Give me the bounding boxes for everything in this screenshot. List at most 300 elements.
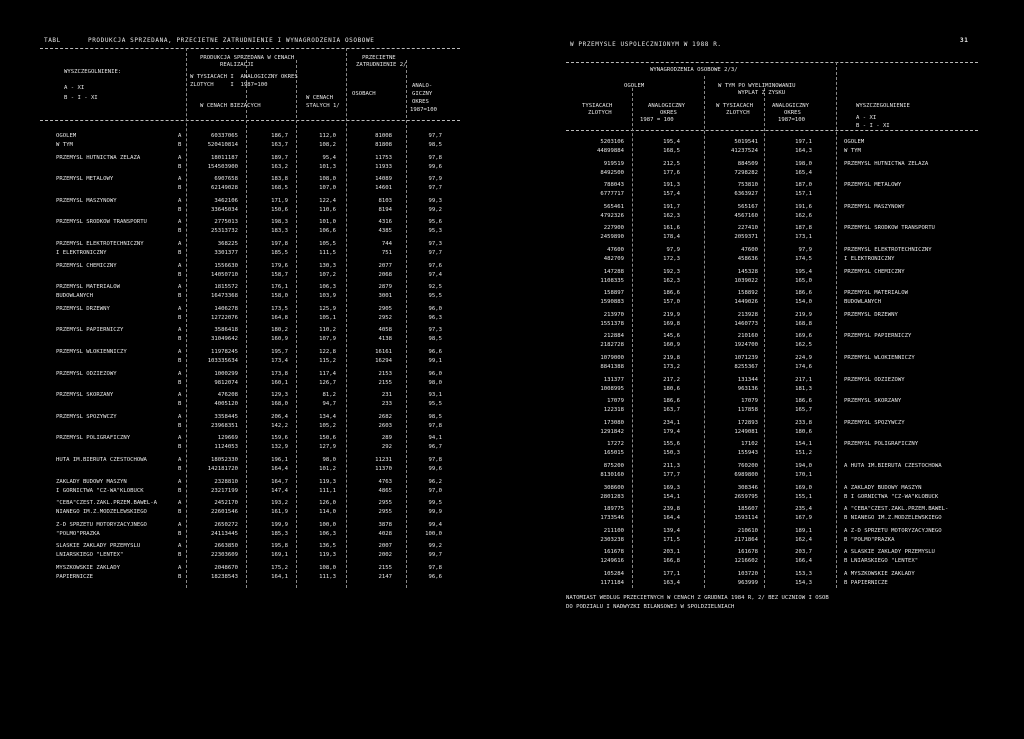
row-key: B — [178, 574, 182, 580]
data-cell: 1216602 — [734, 558, 758, 565]
row-label: I ELEKTRONICZNY — [844, 256, 895, 262]
data-cell: 203,7 — [795, 549, 812, 556]
row-label: PRZEMYSL MATERIALOW — [56, 284, 120, 291]
data-cell: 17272 — [607, 441, 624, 448]
data-cell: 185,3 — [271, 530, 288, 537]
data-cell: 169,6 — [795, 333, 812, 340]
row-label: A SLASKIE ZAKLADY PRZEMYSLU — [844, 549, 935, 556]
row-label: I ELEKTRONICZNY — [56, 250, 107, 256]
data-cell: 168,0 — [271, 401, 288, 408]
data-cell: 168,8 — [795, 320, 812, 327]
data-cell: 172,3 — [663, 256, 680, 262]
row-label: PRZEMYSL PAPIERNICZY — [56, 327, 124, 334]
right-col-divider — [764, 88, 765, 588]
data-cell: 169,8 — [663, 320, 680, 327]
data-cell: 180,2 — [271, 327, 288, 334]
row-label: B PAPIERNICZE — [844, 580, 888, 586]
column-heading: ANALO- — [412, 83, 433, 89]
data-cell: 2459890 — [600, 234, 624, 241]
data-cell: 476208 — [217, 392, 238, 399]
row-label: SLASKIE ZAKLADY PRZEMYSLU — [56, 543, 141, 550]
data-cell: 97,8 — [428, 422, 442, 429]
left-page-title: PRODUKCJA SPRZEDANA, PRZECIETNE ZATRUDNIENIE I WYNAGRODZENIA OSOBOWE — [88, 37, 375, 44]
data-cell: 12722076 — [211, 314, 238, 321]
data-cell: 155943 — [737, 450, 758, 457]
row-label: A Z-D SPRZETU MOTORYZACYJNEGO — [844, 527, 942, 534]
data-cell: 157,1 — [795, 191, 812, 198]
right-header-bottom-rule — [566, 130, 978, 131]
data-cell: 97,3 — [428, 327, 442, 334]
data-cell: 134,4 — [319, 413, 336, 420]
row-label: A HUTA IM.BIERUTA CZESTOCHOWA — [844, 463, 942, 469]
row-label: PRZEMYSL ELEKTROTECHNICZNY — [844, 247, 932, 253]
row-label: B LNIARSKIEGO "LENTEX" — [844, 558, 919, 565]
data-cell: 103720 — [737, 571, 758, 577]
data-cell: 233 — [381, 401, 392, 408]
data-cell: 98,5 — [428, 142, 442, 148]
data-cell: 2955 — [378, 509, 392, 516]
data-cell: 108,0 — [319, 565, 336, 571]
data-cell: 187,8 — [795, 225, 812, 232]
data-cell: 18238543 — [211, 574, 238, 580]
row-key: B — [178, 509, 182, 516]
column-group-heading: WYNAGRODZENIA OSOBOWE 2/3/ — [650, 67, 738, 73]
data-cell: 162,6 — [795, 212, 812, 219]
data-cell: 145,6 — [663, 333, 680, 340]
data-cell: 8841388 — [600, 364, 624, 370]
data-cell: 163,2 — [271, 163, 288, 170]
data-cell: 3358445 — [214, 413, 238, 420]
column-heading: ANALOGICZNY — [772, 103, 810, 109]
row-label: PRZEMYSL MATERIALOW — [844, 290, 908, 297]
data-cell: 112,0 — [319, 133, 336, 139]
row-key: A — [178, 176, 182, 183]
data-cell: 142,2 — [271, 422, 288, 429]
data-cell: 186,7 — [271, 133, 288, 139]
row-key: B — [178, 314, 182, 321]
data-cell: 95,5 — [428, 401, 442, 408]
data-cell: 203,1 — [663, 549, 680, 556]
data-cell: 2077 — [378, 262, 392, 269]
data-cell: 23217199 — [211, 487, 238, 494]
row-key: A — [178, 219, 182, 226]
data-cell: 167,9 — [795, 515, 812, 522]
left-col-divider — [296, 60, 297, 588]
data-cell: 2068 — [378, 271, 392, 278]
data-cell: 99,9 — [428, 509, 442, 516]
data-cell: 117858 — [737, 407, 758, 414]
data-cell: 97,7 — [428, 250, 442, 256]
data-cell: 753810 — [737, 182, 758, 189]
data-cell: 212,5 — [663, 160, 680, 167]
data-cell: 179,4 — [663, 428, 680, 435]
footnote: NATOMIAST WEDLUG PRZECIETNYCH W CENACH Z GRUDNIA 1984 R, 2/ BEZ UCZNIOW I OSOB — [566, 595, 829, 601]
data-cell: 100,0 — [425, 530, 442, 537]
data-cell: 129669 — [217, 435, 238, 442]
data-cell: 180,6 — [663, 385, 680, 392]
data-cell: 213970 — [603, 311, 624, 318]
data-cell: 126,7 — [319, 379, 336, 386]
data-cell: 2955 — [378, 500, 392, 507]
data-cell: 191,6 — [795, 203, 812, 210]
data-cell: 97,3 — [428, 241, 442, 247]
left-col-divider — [246, 60, 247, 588]
stub-key: B - I - XI — [64, 95, 98, 101]
data-cell: 170,1 — [795, 472, 812, 478]
data-cell: 211,3 — [663, 463, 680, 469]
data-cell: 173080 — [603, 419, 624, 426]
data-cell: 751 — [381, 250, 392, 256]
data-cell: 1108335 — [600, 277, 624, 284]
data-cell: 8103 — [378, 197, 392, 204]
data-cell: 217,2 — [663, 376, 680, 383]
data-cell: 2801283 — [600, 493, 624, 500]
data-cell: 99,1 — [428, 358, 442, 364]
right-top-rule — [566, 62, 978, 63]
row-label: B NIANEGO IM.Z.MODZELEWSKIEGO — [844, 515, 942, 522]
data-cell: 189775 — [603, 506, 624, 513]
data-cell: 122318 — [603, 407, 624, 414]
data-cell: 161,9 — [271, 509, 288, 516]
row-label: PRZEMYSL PAPIERNICZY — [844, 333, 912, 340]
data-cell: 150,3 — [663, 450, 680, 457]
data-cell: 62149028 — [211, 185, 238, 192]
data-cell: 292 — [381, 444, 392, 451]
data-cell: 154,1 — [663, 493, 680, 500]
row-key: A — [178, 565, 182, 571]
data-cell: 2059371 — [734, 234, 758, 241]
data-cell: 119,3 — [319, 478, 336, 485]
data-cell: 2147 — [378, 574, 392, 580]
row-key: A — [178, 500, 182, 507]
data-cell: 107,0 — [319, 185, 336, 192]
data-cell: 160,9 — [271, 336, 288, 343]
data-cell: 18052330 — [211, 457, 238, 463]
data-cell: 33645034 — [211, 206, 238, 213]
column-heading: ZLOTYCH — [588, 110, 612, 116]
data-cell: 117,4 — [319, 370, 336, 377]
data-cell: 94,1 — [428, 435, 442, 442]
left-top-rule — [40, 48, 460, 49]
data-cell: 9812074 — [214, 379, 238, 386]
data-cell: 17102 — [741, 441, 758, 448]
data-cell: 2682 — [378, 413, 392, 420]
data-cell: 95,4 — [322, 154, 336, 161]
data-cell: 1249081 — [734, 428, 758, 435]
data-cell: 98,5 — [428, 336, 442, 343]
data-cell: 17079 — [741, 398, 758, 405]
row-label: PRZEMYSL POLIGRAFICZNY — [844, 441, 919, 448]
column-heading: ANALOGICZNY — [648, 103, 686, 109]
data-cell: 16161 — [375, 349, 392, 355]
data-cell: 1079000 — [600, 355, 624, 361]
column-heading: ZLOTYCH — [726, 110, 750, 116]
row-label: PRZEMYSL SPOZYWCZY — [844, 419, 905, 426]
data-cell: 132,9 — [271, 444, 288, 451]
data-cell: 963999 — [737, 580, 758, 586]
data-cell: 1449026 — [734, 299, 758, 306]
data-cell: 1593114 — [734, 515, 758, 522]
row-label: PRZEMYSL CHEMICZNY — [844, 268, 905, 275]
row-label: PRZEMYSL HUTNICTWA ZELAZA — [56, 154, 141, 161]
data-cell: 93,1 — [428, 392, 442, 399]
row-key: B — [178, 444, 182, 451]
data-cell: 14089 — [375, 176, 392, 183]
data-cell: 1291842 — [600, 428, 624, 435]
data-cell: 147288 — [603, 268, 624, 275]
data-cell: 22601546 — [211, 509, 238, 516]
data-cell: 3878 — [378, 521, 392, 528]
data-cell: 191,7 — [663, 203, 680, 210]
data-cell: 2659795 — [734, 493, 758, 500]
row-key: B — [178, 487, 182, 494]
data-cell: 195,7 — [271, 349, 288, 355]
data-cell: 107,2 — [319, 271, 336, 278]
data-cell: 884509 — [737, 160, 758, 167]
column-heading: ZLOTYCH I 1987=100 — [190, 82, 268, 88]
data-cell: 98,0 — [322, 457, 336, 463]
data-cell: 101,0 — [319, 219, 336, 226]
data-cell: 142181720 — [207, 466, 238, 472]
data-cell: 110,2 — [319, 327, 336, 334]
data-cell: 126,0 — [319, 500, 336, 507]
data-cell: 44899884 — [597, 148, 624, 154]
data-cell: 1124053 — [214, 444, 238, 451]
data-cell: 101,3 — [319, 163, 336, 170]
row-key: B — [178, 271, 182, 278]
data-cell: 6363927 — [734, 191, 758, 198]
data-cell: 520410814 — [207, 142, 238, 148]
data-cell: 125,9 — [319, 305, 336, 312]
row-key: B — [178, 466, 182, 472]
data-cell: 154,1 — [795, 441, 812, 448]
row-key: A — [178, 370, 182, 377]
data-cell: 368225 — [217, 241, 238, 247]
data-cell: 177,1 — [663, 571, 680, 577]
row-key: A — [178, 543, 182, 550]
data-cell: 210610 — [737, 527, 758, 534]
column-heading: GICZNY — [412, 91, 433, 97]
data-cell: 24113445 — [211, 530, 238, 537]
data-cell: 189,7 — [271, 154, 288, 161]
data-cell: 1071239 — [734, 355, 758, 361]
row-label: "CEBA"CZEST.ZAKL.PRZEM.BAWEL-A — [56, 500, 158, 507]
right-col-divider — [632, 88, 633, 588]
data-cell: 105,1 — [319, 314, 336, 321]
data-cell: 875200 — [603, 463, 624, 469]
row-label: PRZEMYSL WLOKIENNICZY — [844, 355, 915, 361]
data-cell: 2007 — [378, 543, 392, 550]
data-cell: 172893 — [737, 419, 758, 426]
data-cell: 1249616 — [600, 558, 624, 565]
data-cell: 97,8 — [428, 154, 442, 161]
data-cell: 111,3 — [319, 574, 336, 580]
row-key: A — [178, 241, 182, 247]
data-cell: 162,3 — [663, 212, 680, 219]
row-label: NIANEGO IM.Z.MODZELEWSKIEGO — [56, 509, 147, 516]
data-cell: 99,6 — [428, 466, 442, 472]
data-cell: 95,3 — [428, 228, 442, 235]
data-cell: 173,8 — [271, 370, 288, 377]
data-cell: 2775013 — [214, 219, 238, 226]
row-key: B — [178, 379, 182, 386]
data-cell: 233,8 — [795, 419, 812, 426]
data-cell: 99,4 — [428, 521, 442, 528]
column-heading: STALYCH 1/ — [306, 103, 340, 109]
data-cell: 4567160 — [734, 212, 758, 219]
row-key: A — [178, 435, 182, 442]
data-cell: 94,7 — [322, 401, 336, 408]
data-cell: 25313732 — [211, 228, 238, 235]
left-header-bottom-rule — [40, 120, 460, 121]
data-cell: 168,5 — [271, 185, 288, 192]
row-key: B — [178, 358, 182, 364]
row-label: A ZAKLADY BUDOWY MASZYN — [844, 484, 922, 491]
data-cell: 166,8 — [663, 558, 680, 565]
data-cell: 194,0 — [795, 463, 812, 469]
data-cell: 2452170 — [214, 500, 238, 507]
data-cell: 219,9 — [795, 311, 812, 318]
data-cell: 165015 — [603, 450, 624, 457]
data-cell: 97,8 — [428, 565, 442, 571]
data-cell: 4058 — [378, 327, 392, 334]
data-cell: 219,8 — [663, 355, 680, 361]
data-cell: 11753 — [375, 154, 392, 161]
row-label: PRZEMYSL ODZIEZOWY — [56, 370, 117, 377]
data-cell: 180,6 — [795, 428, 812, 435]
data-cell: 164,7 — [271, 478, 288, 485]
data-cell: 108,0 — [319, 176, 336, 183]
data-cell: 173,5 — [271, 305, 288, 312]
data-cell: 8492500 — [600, 169, 624, 176]
data-cell: 99,2 — [428, 206, 442, 213]
data-cell: 155,6 — [663, 441, 680, 448]
column-group-heading: REALIZACJI — [220, 62, 254, 68]
data-cell: 197,1 — [795, 139, 812, 145]
data-cell: 4792326 — [600, 212, 624, 219]
data-cell: 110,6 — [319, 206, 336, 213]
data-cell: 173,2 — [663, 364, 680, 370]
data-cell: 1924700 — [734, 342, 758, 349]
data-cell: 99,2 — [428, 543, 442, 550]
data-cell: 919519 — [603, 160, 624, 167]
data-cell: 4865 — [378, 487, 392, 494]
data-cell: 565167 — [737, 203, 758, 210]
data-cell: 164,3 — [795, 148, 812, 154]
data-cell: 175,2 — [271, 565, 288, 571]
data-cell: 95,6 — [428, 219, 442, 226]
data-cell: 193,2 — [271, 500, 288, 507]
data-cell: 308346 — [737, 484, 758, 491]
row-label: I GORNICTWA "CZ-WA"KLOBUCK — [56, 487, 144, 494]
row-label: PRZEMYSL POLIGRAFICZNY — [56, 435, 131, 442]
data-cell: 97,9 — [798, 247, 812, 253]
data-cell: 158,7 — [271, 271, 288, 278]
data-cell: 2155 — [378, 379, 392, 386]
data-cell: 145328 — [737, 268, 758, 275]
data-cell: 151,2 — [795, 450, 812, 457]
column-heading: W CENACH BIEZACYCH — [200, 103, 261, 109]
row-label: BUDOWLANYCH — [844, 299, 882, 306]
data-cell: 2155 — [378, 565, 392, 571]
data-cell: 96,2 — [428, 478, 442, 485]
data-cell: 98,0 — [428, 379, 442, 386]
data-cell: 6777717 — [600, 191, 624, 198]
right-col-divider — [836, 62, 837, 588]
stub-heading: WYSZCZEGOLNIENIE: — [64, 69, 122, 75]
data-cell: 195,4 — [663, 139, 680, 145]
column-heading: W TYSIACACH I ANALOGICZNY OKRES — [190, 74, 298, 80]
data-cell: 96,0 — [428, 370, 442, 377]
row-label: PRZEMYSL ELEKTROTECHNICZNY — [56, 241, 144, 247]
data-cell: 195,8 — [271, 543, 288, 550]
data-cell: 744 — [381, 241, 392, 247]
data-cell: 179,6 — [271, 262, 288, 269]
data-cell: 81,2 — [322, 392, 336, 399]
data-cell: 173,1 — [795, 234, 812, 241]
data-cell: 8255367 — [734, 364, 758, 370]
data-cell: 3462106 — [214, 197, 238, 204]
column-heading: TYSIACACH — [582, 103, 613, 109]
data-cell: 99,5 — [428, 500, 442, 507]
data-cell: 157,0 — [663, 299, 680, 306]
data-cell: 1815572 — [214, 284, 238, 291]
data-cell: 92,5 — [428, 284, 442, 291]
data-cell: 169,1 — [271, 552, 288, 559]
row-label: PAPIERNICZE — [56, 574, 94, 580]
row-label: B I GORNICTWA "CZ-WA"KLOBUCK — [844, 493, 939, 500]
data-cell: 97,0 — [428, 487, 442, 494]
data-cell: 1551378 — [600, 320, 624, 327]
data-cell: 147,4 — [271, 487, 288, 494]
data-cell: 2171864 — [734, 536, 758, 543]
data-cell: 206,4 — [271, 413, 288, 420]
data-cell: 164,4 — [663, 515, 680, 522]
data-cell: 96,6 — [428, 349, 442, 355]
row-key: B — [178, 293, 182, 300]
data-cell: 160,1 — [271, 379, 288, 386]
row-label: PRZEMYSL ODZIEZOWY — [844, 376, 905, 383]
data-cell: 119,3 — [319, 552, 336, 559]
stub-key: A - XI — [64, 85, 85, 91]
data-cell: 14601 — [375, 185, 392, 192]
data-cell: 96,3 — [428, 314, 442, 321]
data-cell: 189,1 — [795, 527, 812, 534]
data-cell: 164,8 — [271, 314, 288, 321]
data-cell: 2905 — [378, 305, 392, 312]
row-key: A — [178, 305, 182, 312]
data-cell: 22303609 — [211, 552, 238, 559]
column-heading: OSOBACH — [352, 91, 376, 97]
data-cell: 162,3 — [663, 277, 680, 284]
data-cell: 211100 — [603, 527, 624, 534]
data-cell: 186,6 — [663, 290, 680, 297]
row-label: W TYM — [844, 148, 861, 154]
data-cell: 4385 — [378, 228, 392, 235]
data-cell: 187,0 — [795, 182, 812, 189]
data-cell: 106,6 — [319, 228, 336, 235]
data-cell: 8130160 — [600, 472, 624, 478]
data-cell: 11933 — [375, 163, 392, 170]
data-cell: 127,9 — [319, 444, 336, 451]
data-cell: 139,4 — [663, 527, 680, 534]
row-label: PRZEMYSL METALOWY — [844, 182, 902, 189]
data-cell: 17079 — [607, 398, 624, 405]
data-cell: 4005120 — [214, 401, 238, 408]
data-cell: 227900 — [603, 225, 624, 232]
row-label: PRZEMYSL METALOWY — [56, 176, 114, 183]
column-heading: W TYSIACACH — [716, 103, 754, 109]
